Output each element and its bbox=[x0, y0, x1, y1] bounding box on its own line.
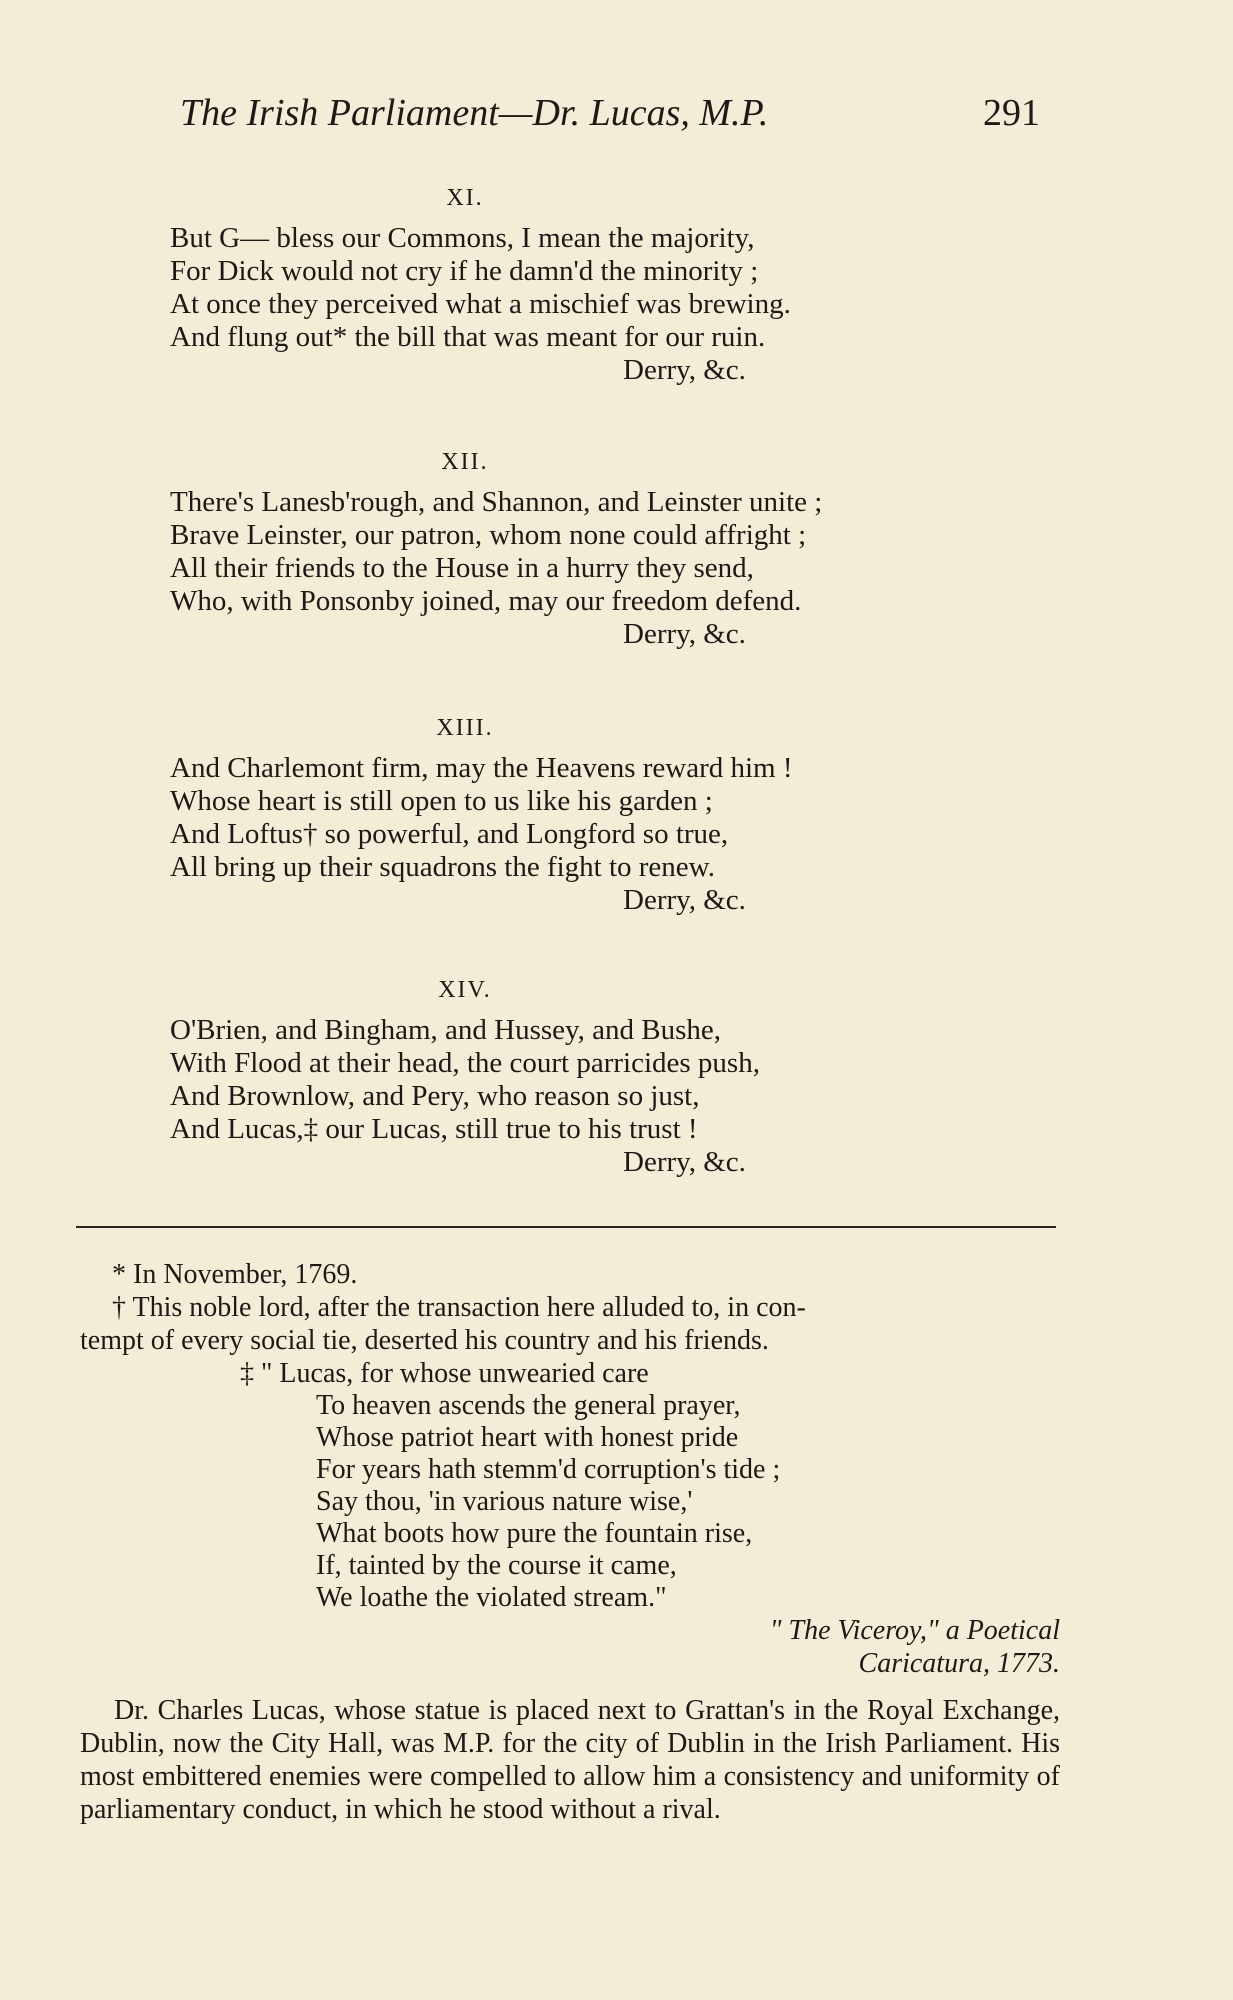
stanza-numeral: XI. bbox=[446, 185, 484, 211]
verse-line: Who, with Ponsonby joined, may our freedom defend. bbox=[170, 585, 802, 617]
stanza-numeral: XIV. bbox=[438, 977, 492, 1003]
quoted-verse-line: What boots how pure the fountain rise, bbox=[316, 1518, 753, 1549]
stanza bbox=[170, 486, 1070, 651]
stanza bbox=[170, 222, 1070, 387]
page-number: 291 bbox=[983, 92, 1040, 134]
verse-line: And Charlemont firm, may the Heavens reward him ! bbox=[170, 752, 793, 784]
quoted-verse-line: We loathe the violated stream." bbox=[316, 1582, 667, 1613]
verse-line: And Loftus† so powerful, and Longford so true, bbox=[170, 818, 729, 850]
footnote-3-opening: ‡ " Lucas, for whose unwearied care bbox=[240, 1358, 649, 1389]
footnotes bbox=[80, 1258, 1060, 1826]
stanza bbox=[170, 752, 1070, 917]
refrain: Derry, &c. bbox=[623, 618, 746, 650]
quoted-verse-line: To heaven ascends the general prayer, bbox=[316, 1390, 741, 1421]
citation-line-2: Caricatura, 1773. bbox=[858, 1648, 1060, 1679]
verse-line: With Flood at their head, the court parricides push, bbox=[170, 1047, 760, 1079]
verse-line: And flung out* the bill that was meant for our ruin. bbox=[170, 321, 766, 353]
paragraph-text: Dr. Charles Lucas, whose statue is placed next to Grattan's in the Royal Exchange, Dublin, now the City Hall, was M.P. for the city of Dublin in the Irish Parliament. His most embittered enemies were compelled to allow him a consistency and uniformity of parliamentary conduct, in which he stood without a rival. bbox=[80, 1695, 1060, 1825]
stanza-numeral: XII. bbox=[441, 449, 489, 475]
running-header bbox=[180, 88, 1040, 138]
verse-line: For Dick would not cry if he damn'd the minority ; bbox=[170, 255, 759, 287]
verse-line: And Brownlow, and Pery, who reason so just, bbox=[170, 1080, 700, 1112]
footnote-2-line-2: tempt of every social tie, deserted his country and his friends. bbox=[80, 1325, 769, 1356]
footnote-divider bbox=[76, 1226, 1056, 1228]
quoted-verse-line: Whose patriot heart with honest pride bbox=[316, 1422, 739, 1453]
running-title: The Irish Parliament—Dr. Lucas, M.P. bbox=[180, 92, 769, 134]
verse-line: All their friends to the House in a hurry they send, bbox=[170, 552, 754, 584]
refrain: Derry, &c. bbox=[623, 1146, 746, 1178]
verse-line: At once they perceived what a mischief was brewing. bbox=[170, 288, 791, 320]
refrain: Derry, &c. bbox=[623, 884, 746, 916]
refrain: Derry, &c. bbox=[623, 354, 746, 386]
quoted-verse-line: If, tainted by the course it came, bbox=[316, 1550, 677, 1581]
footnote-2-line-1: † This noble lord, after the transaction here alluded to, in con- bbox=[112, 1292, 806, 1323]
verse-line: All bring up their squadrons the fight to renew. bbox=[170, 851, 715, 883]
stanza-numeral: XIII. bbox=[436, 715, 494, 741]
quoted-verse-line: For years hath stemm'd corruption's tide ; bbox=[316, 1454, 781, 1485]
verse-line: There's Lanesb'rough, and Shannon, and Leinster unite ; bbox=[170, 486, 823, 518]
citation-line-1: " The Viceroy," a Poetical bbox=[769, 1615, 1060, 1646]
verse-line: And Lucas,‡ our Lucas, still true to his trust ! bbox=[170, 1113, 698, 1145]
body-paragraph bbox=[80, 1694, 1060, 1826]
verse-line: Whose heart is still open to us like his garden ; bbox=[170, 785, 713, 817]
verse-line: O'Brien, and Bingham, and Hussey, and Bushe, bbox=[170, 1014, 722, 1046]
verse-line: Brave Leinster, our patron, whom none could affright ; bbox=[170, 519, 807, 551]
footnote-1: * In November, 1769. bbox=[112, 1259, 358, 1290]
stanza bbox=[170, 1014, 1070, 1179]
quoted-verse-line: Say thou, 'in various nature wise,' bbox=[316, 1486, 693, 1517]
verse-line: But G— bless our Commons, I mean the majority, bbox=[170, 222, 755, 254]
